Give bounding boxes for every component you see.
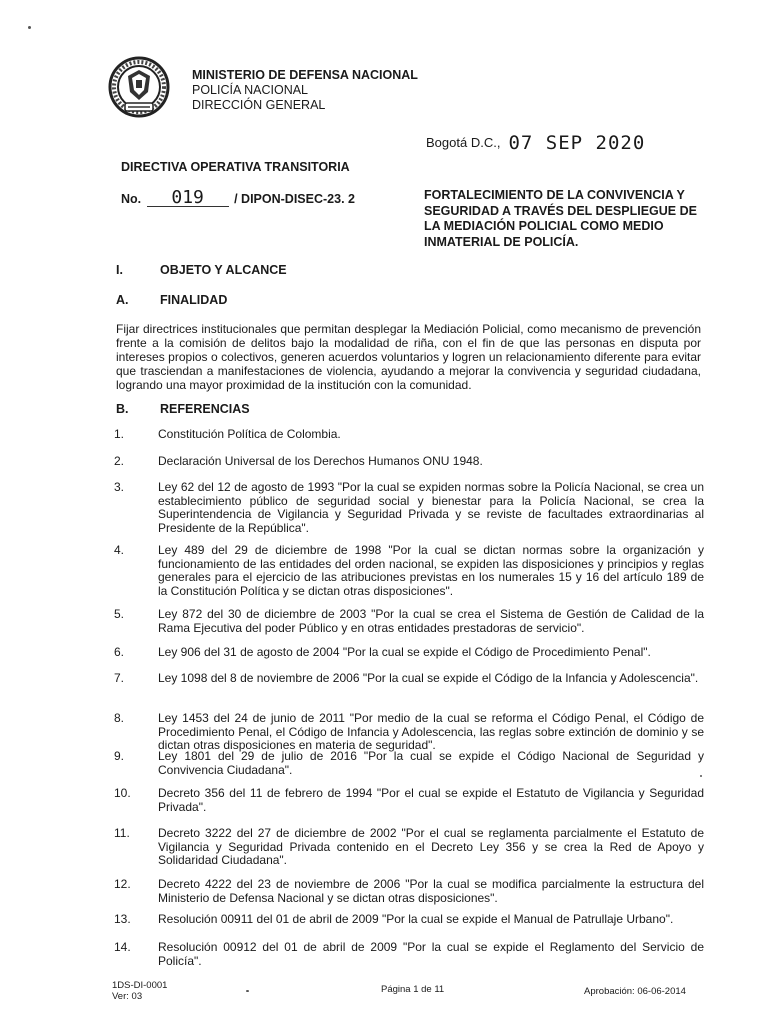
- reference-item: [114, 544, 704, 598]
- directorate-name: DIRECCIÓN GENERAL: [192, 98, 326, 112]
- reference-text: Decreto 356 del 11 de febrero de 1994 "Por el cual se expide el Estatuto de Vigilancia y Seguridad Privada".: [158, 786, 704, 814]
- reference-text: Ley 1453 del 24 de junio de 2011 "Por medio de la cual se reforma el Código Penal, el Código de Procedimiento Penal, el Código de Infancia y Adolescencia, las reglas sobre extinción de dominio y se dictan otras disposiciones en materia de seguridad".: [158, 711, 704, 752]
- scan-speck: [246, 990, 249, 992]
- reference-item: [114, 455, 704, 469]
- directive-no-label: No.: [121, 192, 142, 206]
- reference-item: [114, 913, 704, 927]
- footer-page-number: Página 1 de 11: [381, 984, 445, 995]
- reference-text: Ley 1801 del 29 de julio de 2016 "Por la cual se expide el Código Nacional de Seguridad y Convivencia Ciudadana".: [158, 749, 704, 777]
- reference-item: [114, 787, 704, 814]
- reference-text: Declaración Universal de los Derechos Humanos ONU 1948.: [158, 454, 483, 468]
- reference-item: [114, 712, 704, 753]
- footer-code: 1DS-DI-0001: [112, 980, 168, 991]
- reference-text: Decreto 4222 del 23 de noviembre de 2006 "Por la cual se modifica parcialmente la estructura del Ministerio de Defensa Nacional y se dictan otras disposiciones".: [158, 877, 704, 905]
- directive-number-line: [121, 187, 355, 208]
- reference-text: Resolución 00912 del 01 de abril de 2009 "Por la cual se expide el Reglamento del Servicio de Policía".: [158, 940, 704, 968]
- section-title: REFERENCIAS: [160, 402, 250, 416]
- reference-number: 3.: [114, 480, 125, 494]
- scan-speck: [28, 26, 31, 29]
- reference-number: 5.: [114, 607, 125, 621]
- reference-item: [114, 878, 704, 905]
- section-title: OBJETO Y ALCANCE: [160, 263, 287, 277]
- reference-number: 11.: [114, 826, 130, 840]
- reference-item: [114, 827, 704, 868]
- ministry-name: MINISTERIO DE DEFENSA NACIONAL: [192, 68, 418, 82]
- section-number: A.: [116, 293, 129, 307]
- reference-item: [114, 941, 704, 968]
- date-place: Bogotá D.C.,: [426, 135, 501, 150]
- reference-number: 4.: [114, 543, 125, 557]
- finalidad-paragraph: Fijar directrices institucionales que permitan desplegar la Mediación Policial, como mecanismo de prevención frente a la comisión de delitos bajo la modalidad de riña, con el fin de que las personas en disputa por intereses propios o colectivos, generen acuerdos voluntarios y logren un relacionamiento diferente para evitar que trasciendan a manifestaciones de violencia, ayudando a mejorar la convivencia y seguridad ciudadana, logrando una mayor proximidad de la institución con la comunidad.: [116, 322, 701, 392]
- reference-number: 10.: [114, 786, 131, 800]
- reference-text: Resolución 00911 del 01 de abril de 2009 "Por la cual se expide el Manual de Patrullaje Urbano".: [158, 912, 674, 926]
- footer-approval: Aprobación: 06-06-2014: [584, 986, 686, 997]
- directive-type: DIRECTIVA OPERATIVA TRANSITORIA: [121, 160, 350, 174]
- directive-code: / DIPON-DISEC-23. 2: [234, 192, 355, 206]
- date-stamp: 07 SEP 2020: [508, 132, 646, 154]
- directive-number: 019: [147, 190, 229, 207]
- reference-text: Decreto 3222 del 27 de diciembre de 2002 "Por el cual se reglamenta parcialmente el Estatuto de Vigilancia y Seguridad Privada contenido en el Decreto Ley 356 y se crea la Red de Apoyo y Solidaridad Ciudadana".: [158, 826, 704, 867]
- reference-text: Ley 62 del 12 de agosto de 1993 "Por la cual se expiden normas sobre la Policía Nacional, se crea un establecimiento público de seguridad social y bienestar para la Policía Nacional, se crea la Superintendencia de Vigilancia y Seguridad Privada y se reviste de facultades extraordinarias al Presidente de la República".: [158, 480, 704, 535]
- police-name: POLICÍA NACIONAL: [192, 83, 309, 97]
- reference-item: [114, 646, 704, 660]
- directive-subject: FORTALECIMIENTO DE LA CONVIVENCIA Y SEGURIDAD A TRAVÉS DEL DESPLIEGUE DE LA MEDIACIÓN POLICIAL COMO MEDIO INMATERIAL DE POLICÍA.: [424, 188, 697, 249]
- reference-number: 14.: [114, 940, 131, 954]
- section-title: FINALIDAD: [160, 293, 228, 307]
- reference-number: 13.: [114, 912, 131, 926]
- reference-number: 6.: [114, 645, 125, 659]
- reference-number: 9.: [114, 749, 125, 763]
- document-date: [426, 132, 645, 154]
- reference-item: [114, 608, 704, 635]
- reference-text: Ley 1098 del 8 de noviembre de 2006 "Por la cual se expide el Código de la Infancia y Adolescencia".: [158, 671, 699, 685]
- reference-item: [114, 481, 704, 535]
- reference-text: Ley 906 del 31 de agosto de 2004 "Por la cual se expide el Código de Procedimiento Penal".: [158, 645, 651, 659]
- reference-number: 8.: [114, 711, 125, 725]
- reference-number: 2.: [114, 454, 125, 468]
- footer-version: Ver: 03: [112, 991, 143, 1002]
- reference-text: Ley 489 del 29 de diciembre de 1998 "Por la cual se dictan normas sobre la organización y funcionamiento de las entidades del orden nacional, se expiden las disposiciones y principios y reglas generales para el ejercicio de las atribuciones previstas en los numerales 15 y 16 del artículo 189 de la Constitución Política y se dictan otras disposiciones".: [158, 543, 704, 598]
- footer-doc-info: [112, 980, 167, 1002]
- section-number: B.: [116, 402, 129, 416]
- reference-number: 7.: [114, 671, 125, 685]
- reference-item: [114, 750, 704, 777]
- section-number: I.: [116, 263, 123, 277]
- reference-item: [114, 672, 704, 686]
- reference-number: 1.: [114, 427, 125, 441]
- reference-text: Ley 872 del 30 de diciembre de 2003 "Por la cual se crea el Sistema de Gestión de Calidad de la Rama Ejecutiva del poder Público y en otras entidades prestadoras de servicio".: [158, 607, 704, 635]
- reference-item: [114, 428, 704, 442]
- police-seal-icon: [106, 56, 172, 120]
- institution-header: [192, 68, 418, 113]
- reference-number: 12.: [114, 877, 131, 891]
- scan-speck: [700, 775, 702, 777]
- reference-text: Constitución Política de Colombia.: [158, 427, 341, 441]
